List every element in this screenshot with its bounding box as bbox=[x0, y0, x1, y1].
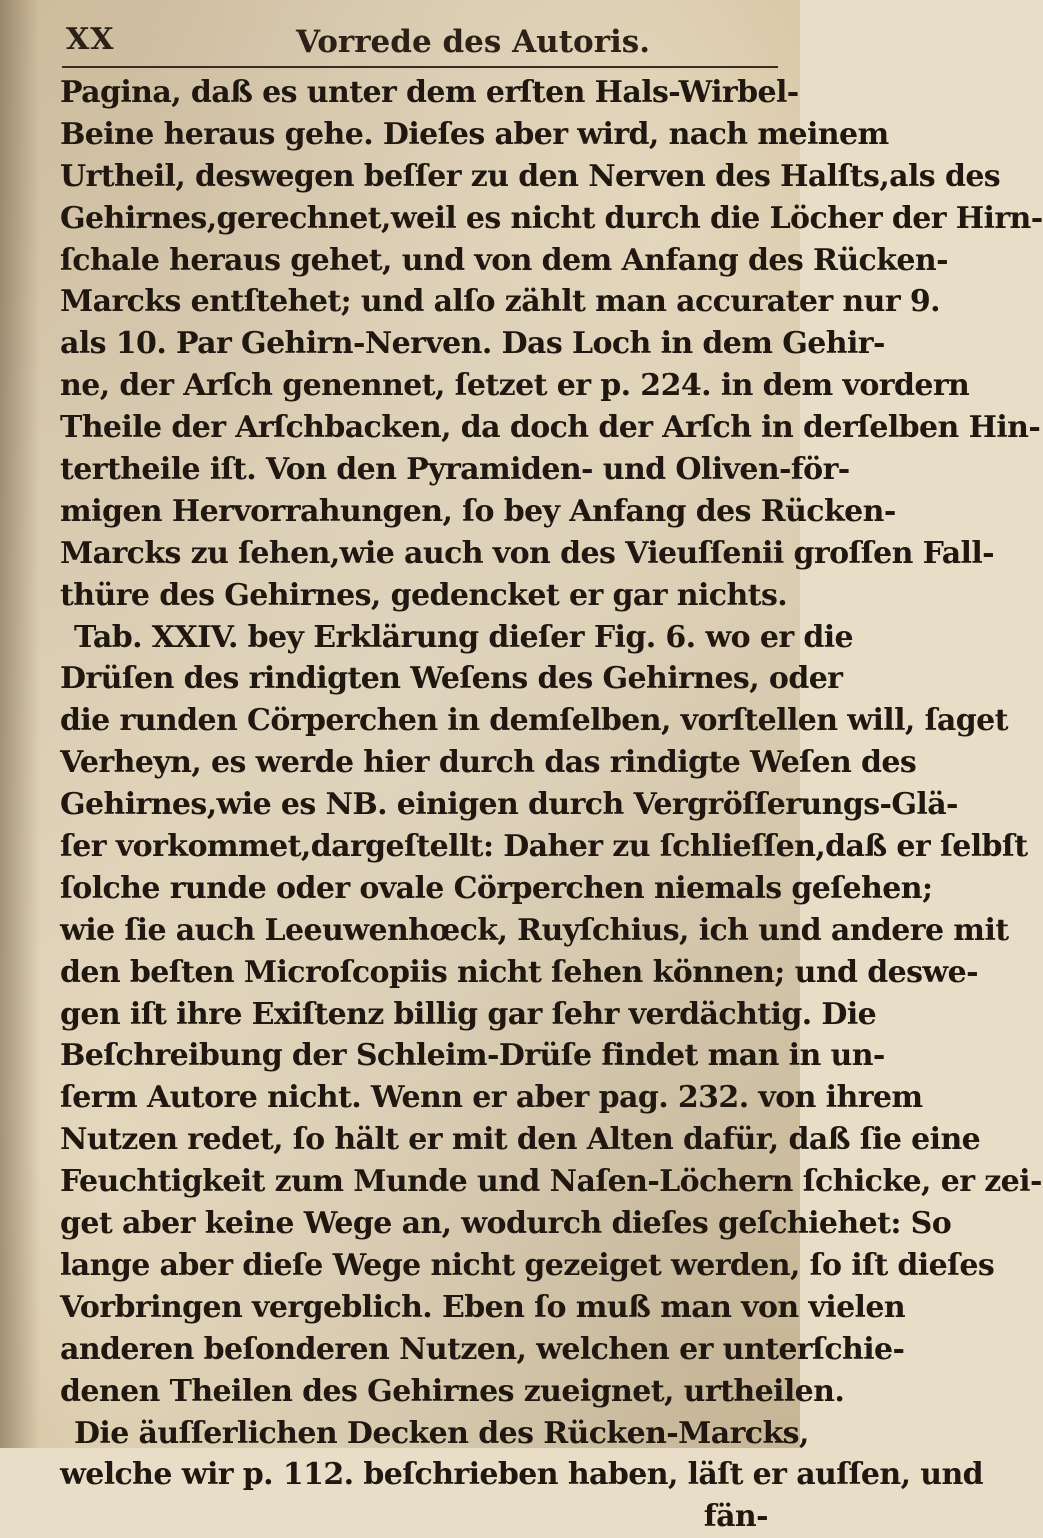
text-line: Urtheil, deswegen beſſer zu den Nerven des Halſts,als des bbox=[60, 158, 1001, 194]
paragraph-start-line: Die äuſſerlichen Decken des Rücken-Marcks, bbox=[74, 1415, 809, 1451]
text-line: Verheyn, es werde hier durch das rindigte Weſen des bbox=[60, 745, 917, 781]
text-line: lange aber dieſe Wege nicht gezeiget werden, ſo iſt dieſes bbox=[60, 1247, 995, 1283]
text-line: wie ſie auch Leeuwenhœck, Ruyſchius, ich und andere mit bbox=[60, 912, 1009, 948]
text-line: anderen beſonderen Nutzen, welchen er unterſchie- bbox=[60, 1331, 905, 1367]
text-line: als 10. Par Gehirn-Nerven. Das Loch in dem Gehir- bbox=[60, 326, 885, 362]
paragraph-start-line: Tab. XXIV. bey Erklärung dieſer Fig. 6. wo er die bbox=[74, 619, 854, 655]
text-line: Theile der Arſchbacken, da doch der Arſch in derſelben Hin- bbox=[60, 410, 1041, 446]
text-line: Nutzen redet, ſo hält er mit den Alten dafür, daß ſie eine bbox=[60, 1122, 981, 1158]
text-line: thüre des Gehirnes, gedencket er gar nichts. bbox=[60, 577, 788, 613]
text-line: Drüſen des rindigten Weſens des Gehirnes, oder bbox=[60, 661, 843, 697]
body-text bbox=[60, 72, 1043, 1538]
page-header bbox=[66, 22, 776, 62]
text-line: die runden Cörperchen in demſelben, vorſtellen will, ſaget bbox=[60, 703, 1008, 739]
page-number: XX bbox=[66, 22, 115, 57]
text-line: Gehirnes,gerechnet,weil es nicht durch die Löcher der Hirn- bbox=[60, 200, 1043, 236]
text-line: ſolche runde oder ovale Cörperchen niemals geſehen; bbox=[60, 870, 933, 906]
text-line: Marcks zu ſehen,wie auch von des Vieuſſenii groſſen Fall- bbox=[60, 535, 994, 571]
text-line: Gehirnes,wie es NB. einigen durch Vergröſſerungs-Glä- bbox=[60, 787, 958, 823]
text-line: get aber keine Wege an, wodurch dieſes geſchiehet: So bbox=[60, 1206, 952, 1242]
text-line: Pagina, daß es unter dem erſten Hals-Wirbel- bbox=[60, 75, 799, 110]
text-line: welche wir p. 112. beſchrieben haben, läſt er auſſen, und bbox=[60, 1457, 984, 1493]
text-line: den beſten Microſcopiis nicht ſehen können; und deswe- bbox=[60, 954, 978, 990]
catchword: fän- bbox=[703, 1499, 768, 1535]
text-line: ne, der Arſch genennet, ſetzet er p. 224. in dem vordern bbox=[60, 368, 970, 404]
text-line: Vorbringen vergeblich. Eben ſo muß man von vielen bbox=[60, 1289, 906, 1325]
header-rule bbox=[62, 66, 778, 68]
page-edge-shadow bbox=[0, 0, 40, 1448]
text-line: ſchale heraus gehet, und von dem Anfang des Rücken- bbox=[60, 242, 948, 278]
text-line: ſer vorkommet,dargeſtellt: Daher zu ſchlieſſen,daß er ſelbſt bbox=[60, 829, 1028, 865]
text-line: Feuchtigkeit zum Munde und Naſen-Löchern ſchicke, er zei- bbox=[60, 1164, 1042, 1200]
text-line: ſerm Autore nicht. Wenn er aber pag. 232. von ihrem bbox=[60, 1080, 923, 1116]
text-line: Beſchreibung der Schleim-Drüſe findet man in un- bbox=[60, 1038, 885, 1074]
text-line: gen iſt ihre Exiſtenz billig gar ſehr verdächtig. Die bbox=[60, 996, 877, 1032]
text-line: denen Theilen des Gehirnes zueignet, urtheilen. bbox=[60, 1373, 845, 1409]
text-line: Beine heraus gehe. Dieſes aber wird, nach meinem bbox=[60, 116, 889, 152]
text-line: tertheile iſt. Von den Pyramiden- und Oliven-för- bbox=[60, 452, 850, 488]
text-line: migen Hervorrahungen, ſo bey Anfang des Rücken- bbox=[60, 493, 896, 529]
text-line: Marcks entſtehet; und alſo zählt man accurater nur 9. bbox=[60, 284, 940, 320]
running-title: Vorrede des Autoris. bbox=[296, 24, 651, 60]
